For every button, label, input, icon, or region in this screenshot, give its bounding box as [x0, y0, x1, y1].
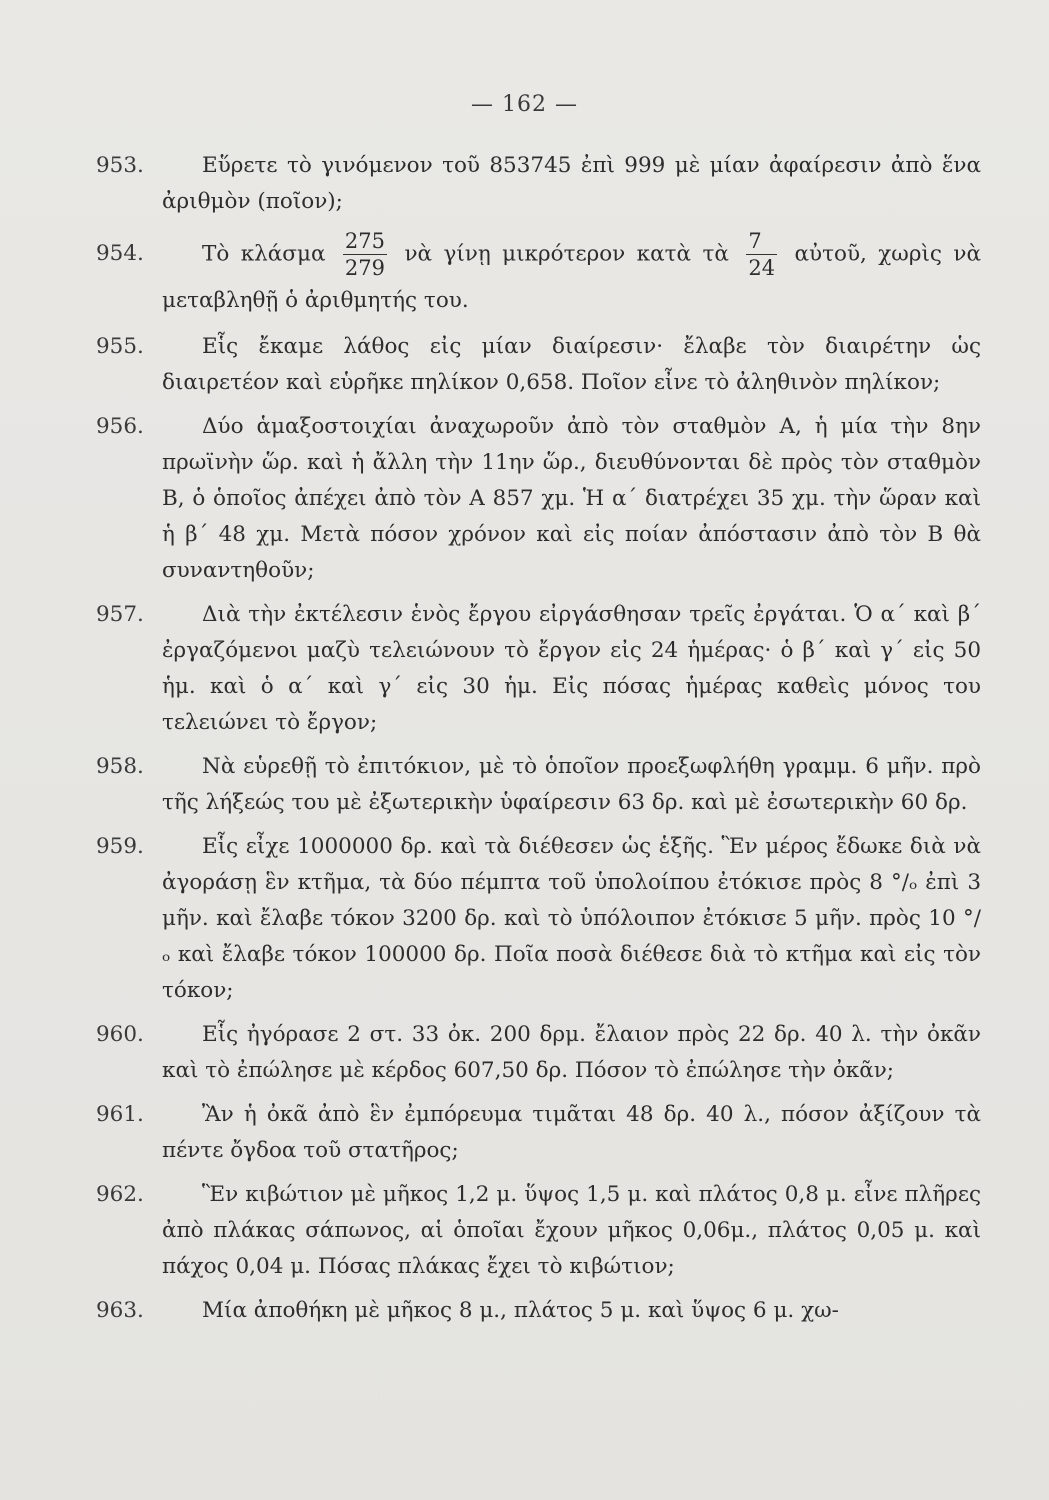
problem-958 — [96, 749, 981, 821]
problem-956 — [96, 409, 981, 589]
problem-text: Εἷς ἠγόρασε 2 στ. 33 ὀκ. 200 δρμ. ἔλαιον πρὸς 22 δρ. 40 λ. τὴν ὀκᾶν καὶ τὸ ἐπώλησε μὲ κέρδος 607,50 δρ. Πόσον τὸ ἐπώλησε τὴν ὀκᾶν; — [162, 1022, 981, 1083]
fraction-denominator: 279 — [344, 256, 386, 280]
fraction-275-279 — [343, 228, 387, 281]
fraction-numerator: 7 — [746, 228, 777, 255]
text-segment: Τὸ κλάσμα — [202, 241, 326, 267]
problem-number: 955. — [96, 334, 144, 359]
problem-text — [162, 228, 981, 321]
problem-text: Μία ἀποθήκη μὲ μῆκος 8 μ., πλάτος 5 μ. καὶ ὕψος 6 μ. χω- — [202, 1298, 839, 1323]
fraction-numerator: 275 — [344, 229, 386, 253]
problem-text: Εἷς ἔκαμε λάθος εἰς μίαν διαίρεσιν· ἔλαβε τὸν διαιρέτην ὡς διαιρετέον καὶ εὑρῆκε πηλίκον 0,658. Ποῖον εἶνε τὸ ἀληθινὸν πηλίκον; — [162, 334, 981, 395]
text-segment: αὐτοῦ, χωρὶς νὰ μεταβληθῇ ὁ ἀριθμητής του. — [162, 241, 981, 313]
problem-text: Εὕρετε τὸ γινόμενον τοῦ 853745 ἐπὶ 999 μὲ μίαν ἀφαίρεσιν ἀπὸ ἕνα ἀριθμὸν (ποῖον); — [162, 153, 981, 214]
problem-list — [96, 148, 981, 1337]
problem-text: Ἂν ἡ ὀκᾶ ἀπὸ ἓν ἐμπόρευμα τιμᾶται 48 δρ. 40 λ., πόσον ἀξίζουν τὰ πέντε ὄγδοα τοῦ στατῆρος; — [162, 1102, 981, 1163]
problem-number: 959. — [96, 834, 144, 859]
problem-number: 962. — [96, 1182, 144, 1207]
problem-text: Διὰ τὴν ἐκτέλεσιν ἑνὸς ἔργου εἰργάσθησαν τρεῖς ἐργάται. Ὁ α΄ καὶ β΄ ἐργαζόμενοι μαζὺ τελειώνουν τὸ ἔργον εἰς 24 ἡμέρας· ὁ β΄ καὶ γ΄ εἰς 50 ἡμ. καὶ ὁ α΄ καὶ γ΄ εἰς 30 ἡμ. Εἰς πόσας ἡμέρας καθεὶς μόνος του τελειώνει τὸ ἔργον; — [162, 602, 981, 735]
problem-number: 953. — [96, 153, 144, 178]
problem-text: Ἓν κιβώτιον μὲ μῆκος 1,2 μ. ὕψος 1,5 μ. καὶ πλάτος 0,8 μ. εἶνε πλῆρες ἀπὸ πλάκας σάπωνος, αἱ ὁποῖαι ἔχουν μῆκος 0,06μ., πλάτος 0,05 μ. καὶ πάχος 0,04 μ. Πόσας πλάκας ἔχει τὸ κιβώτιον; — [162, 1182, 981, 1279]
problem-959 — [96, 829, 981, 1009]
problem-954 — [96, 228, 981, 321]
problem-number: 961. — [96, 1102, 144, 1127]
problem-number: 956. — [96, 414, 144, 439]
problem-963 — [96, 1293, 981, 1329]
page-number: — 162 — — [471, 92, 578, 117]
problem-955 — [96, 329, 981, 401]
problem-953 — [96, 148, 981, 220]
fraction-7-24 — [746, 228, 777, 281]
problem-961 — [96, 1097, 981, 1169]
text-segment: νὰ γίνῃ μικρότερον κατὰ τὰ — [404, 241, 729, 267]
problem-960 — [96, 1017, 981, 1089]
problem-number: 954. — [96, 241, 144, 266]
fraction-denominator: 24 — [748, 256, 776, 280]
problem-number: 963. — [96, 1298, 144, 1323]
problem-957 — [96, 597, 981, 741]
problem-number: 958. — [96, 754, 144, 779]
problem-text: Νὰ εὑρεθῇ τὸ ἐπιτόκιον, μὲ τὸ ὁποῖον προεξωφλήθη γραμμ. 6 μῆν. πρὸ τῆς λήξεώς του μὲ ἐξωτερικὴν ὑφαίρεσιν 63 δρ. καὶ μὲ ἐσωτερικὴν 60 δρ. — [162, 754, 981, 815]
problem-962 — [96, 1177, 981, 1285]
problem-number: 957. — [96, 602, 144, 627]
problem-text: Δύο ἁμαξοστοιχίαι ἀναχωροῦν ἀπὸ τὸν σταθμὸν Α, ἡ μία τὴν 8ην πρωϊνὴν ὥρ. καὶ ἡ ἄλλη τὴν 11ην ὥρ., διευθύνονται δὲ πρὸς τὸν σταθμὸν Β, ὁ ὁποῖος ἀπέχει ἀπὸ τὸν Α 857 χμ. Ἡ α΄ διατρέχει 35 χμ. τὴν ὥραν καὶ ἡ β΄ 48 χμ. Μετὰ πόσον χρόνον καὶ εἰς ποίαν ἀπόστασιν ἀπὸ τὸν Β θὰ συναντηθοῦν; — [162, 414, 981, 583]
problem-text: Εἷς εἶχε 1000000 δρ. καὶ τὰ διέθεσεν ὡς ἑξῆς. Ἓν μέρος ἔδωκε διὰ νὰ ἀγοράσῃ ἓν κτῆμα, τὰ δύο πέμπτα τοῦ ὑπολοίπου ἐτόκισε πρὸς 8 °/ₒ ἐπὶ 3 μῆν. καὶ ἔλαβε τόκον 3200 δρ. καὶ τὸ ὑπόλοιπον ἐτόκισε 5 μῆν. πρὸς 10 °/ₒ καὶ ἔλαβε τόκον 100000 δρ. Ποῖα ποσὰ διέθεσε διὰ τὸ κτῆμα καὶ εἰς τὸν τόκον; — [162, 834, 981, 1003]
problem-number: 960. — [96, 1022, 144, 1047]
